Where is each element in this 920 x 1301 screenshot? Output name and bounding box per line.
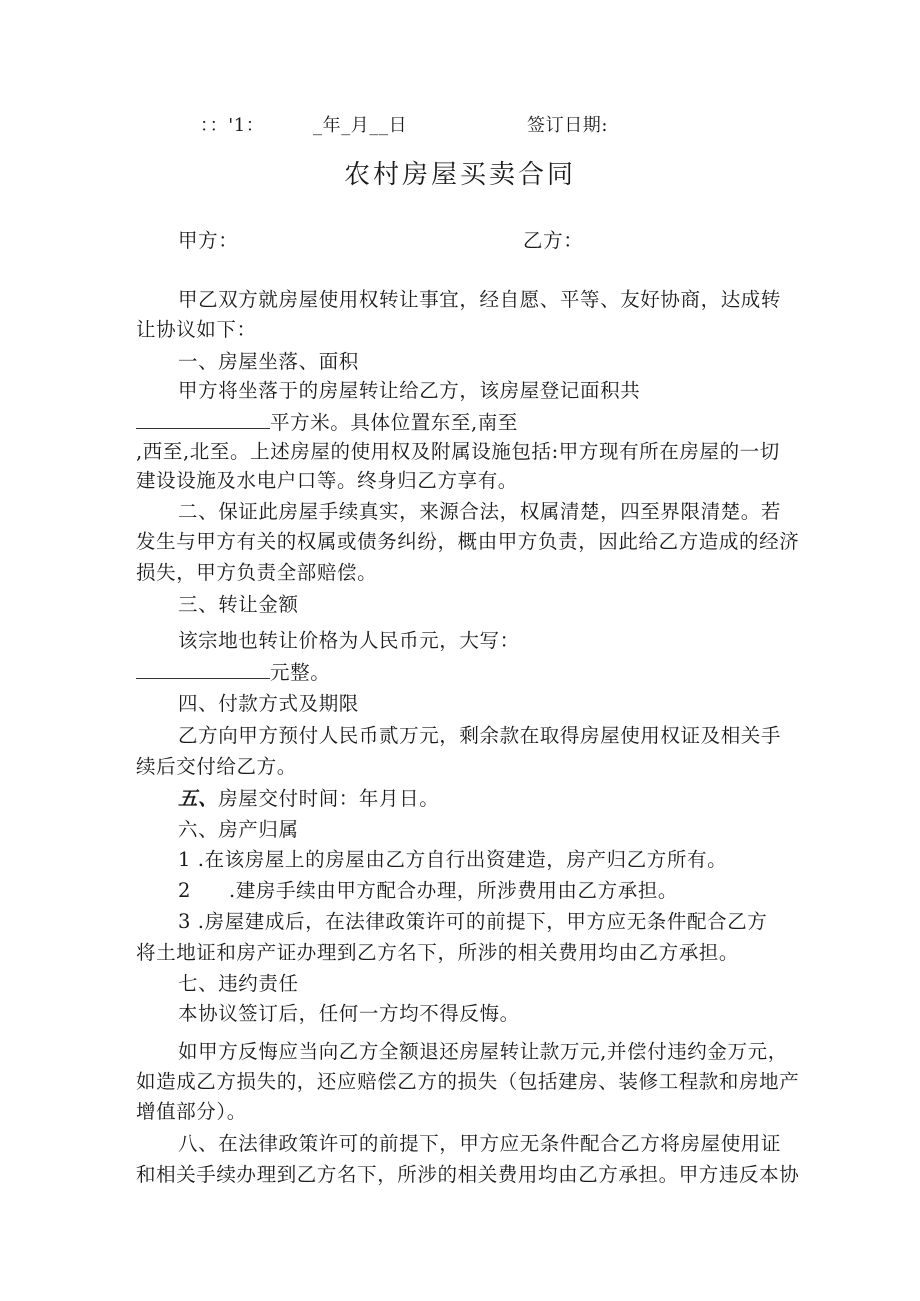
intro-line-2: 让协议如下： <box>136 318 257 341</box>
section-3-para-2-text: 元整。 <box>270 661 331 684</box>
section-6-item-2-text: .建房手续由甲方配合办理，所涉费用由乙方承担。 <box>229 879 679 902</box>
section-8-line-1: 八、在法律政策许可的前提下，甲方应无条件配合乙方将房屋使用证 <box>178 1132 782 1155</box>
area-blank <box>136 410 270 429</box>
header-date-blank: _年_月__日 <box>313 115 408 136</box>
section-3-para-2 <box>136 660 330 685</box>
section-6-item-2 <box>178 879 678 903</box>
section-4-title: 四、付款方式及期限 <box>178 692 359 715</box>
section-5-line <box>178 787 439 811</box>
section-1-para-3: ,西至,北至。上述房屋的使用权及附属设施包括:甲方现有所在房屋的一切 <box>136 440 780 463</box>
section-1-para-4: 建设设施及水电户口等。终身归乙方享有。 <box>136 469 518 492</box>
party-b-label: 乙方： <box>523 229 584 252</box>
section-6-item-3-line-2: 将土地证和房产证办理到乙方名下，所涉的相关费用均由乙方承担。 <box>136 941 740 964</box>
section-2-line-2: 发生与甲方有关的权属或债务纠纷，概由甲方负责，因此给乙方造成的经济 <box>136 530 800 553</box>
contract-title: 农村房屋买卖合同 <box>343 160 576 190</box>
section-1-title: 一、房屋坐落、面积 <box>178 350 359 373</box>
header-marks: ：：'1： <box>200 115 265 136</box>
section-7-para-2-line-3: 增值部分）。 <box>136 1100 247 1123</box>
section-1-para-1: 甲方将坐落于的房屋转让给乙方，该房屋登记面积共 <box>178 379 641 402</box>
section-7-title: 七、违约责任 <box>178 972 299 995</box>
intro-line-1: 甲乙双方就房屋使用权转让事宜，经自愿、平等、友好协商，达成转 <box>178 288 782 311</box>
section-7-para-2-line-2: 如造成乙方损失的，还应赔偿乙方的损失（包括建房、装修工程款和房地产 <box>136 1070 800 1093</box>
amount-blank <box>136 660 270 679</box>
section-7-para-1: 本协议签订后，任何一方均不得反悔。 <box>178 1002 520 1025</box>
sign-date-label: 签订日期: <box>527 115 609 136</box>
section-6-title: 六、房产归属 <box>178 818 299 841</box>
section-5-number: 五、 <box>178 787 219 810</box>
section-3-title: 三、转让金额 <box>178 593 299 616</box>
section-6-item-2-number: 2 <box>178 879 192 902</box>
section-1-para-2 <box>136 410 518 435</box>
section-4-para-2: 续后交付给乙方。 <box>136 755 297 778</box>
party-a-label: 甲方： <box>178 229 239 252</box>
section-8-line-2: 和相关手续办理到乙方名下，所涉的相关费用均由乙方承担。甲方违反本协 <box>136 1163 800 1186</box>
section-5-text: 房屋交付时间：年月日。 <box>218 787 440 810</box>
section-7-para-2-line-1: 如甲方反悔应当向乙方全额退还房屋转让款万元,并偿付违约金万元， <box>178 1040 788 1063</box>
section-1-para-2-text: 平方米。具体位置东至,南至 <box>270 411 518 434</box>
section-2-line-1: 二、保证此房屋手续真实，来源合法，权属清楚，四至界限清楚。若 <box>178 500 782 523</box>
section-3-para-1: 该宗地也转让价格为人民币元，大写： <box>178 629 520 652</box>
section-2-line-3: 损失，甲方负责全部赔偿。 <box>136 561 378 584</box>
section-4-para-1: 乙方向甲方预付人民币贰万元，剩余款在取得房屋使用权证及相关手 <box>178 724 782 747</box>
section-6-item-3-line-1: 3 .房屋建成后，在法律政策许可的前提下，甲方应无条件配合乙方 <box>178 910 768 933</box>
section-6-item-1: 1 .在该房屋上的房屋由乙方自行出资建造，房产归乙方所有。 <box>178 848 728 871</box>
